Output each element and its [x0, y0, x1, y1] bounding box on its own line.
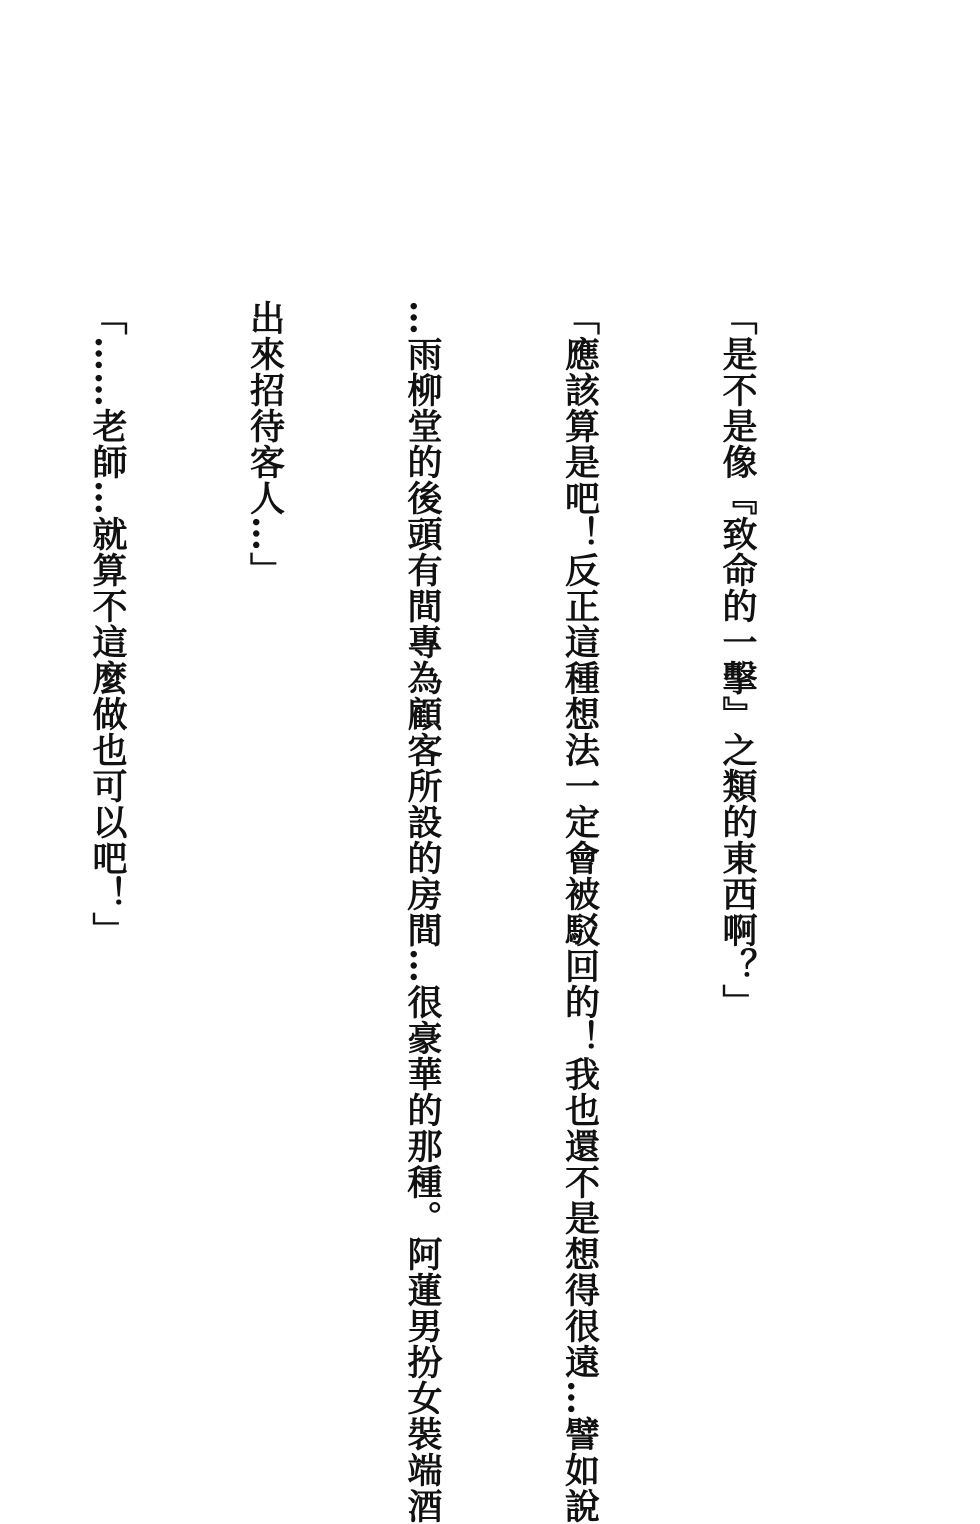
text-line-5: 「……老師…就算不這麼做也可以吧！」 [87, 300, 128, 948]
text-line-2: 「應該算是吧！反正這種想法一定會被駁回的！我也還不是想得很遠…譬如說 [559, 300, 601, 1524]
text-line-3: …雨柳堂的後頭有間專為顧客所設的房間…很豪華的那種。阿蓮男扮女裝端酒 [402, 300, 443, 1524]
afterword-text [0, 300, 868, 1524]
text-line-1: 「是不是像『致命的一擊』之類的東西啊？」 [717, 300, 758, 1020]
text-line-4: 出來招待客人…」 [244, 300, 286, 588]
